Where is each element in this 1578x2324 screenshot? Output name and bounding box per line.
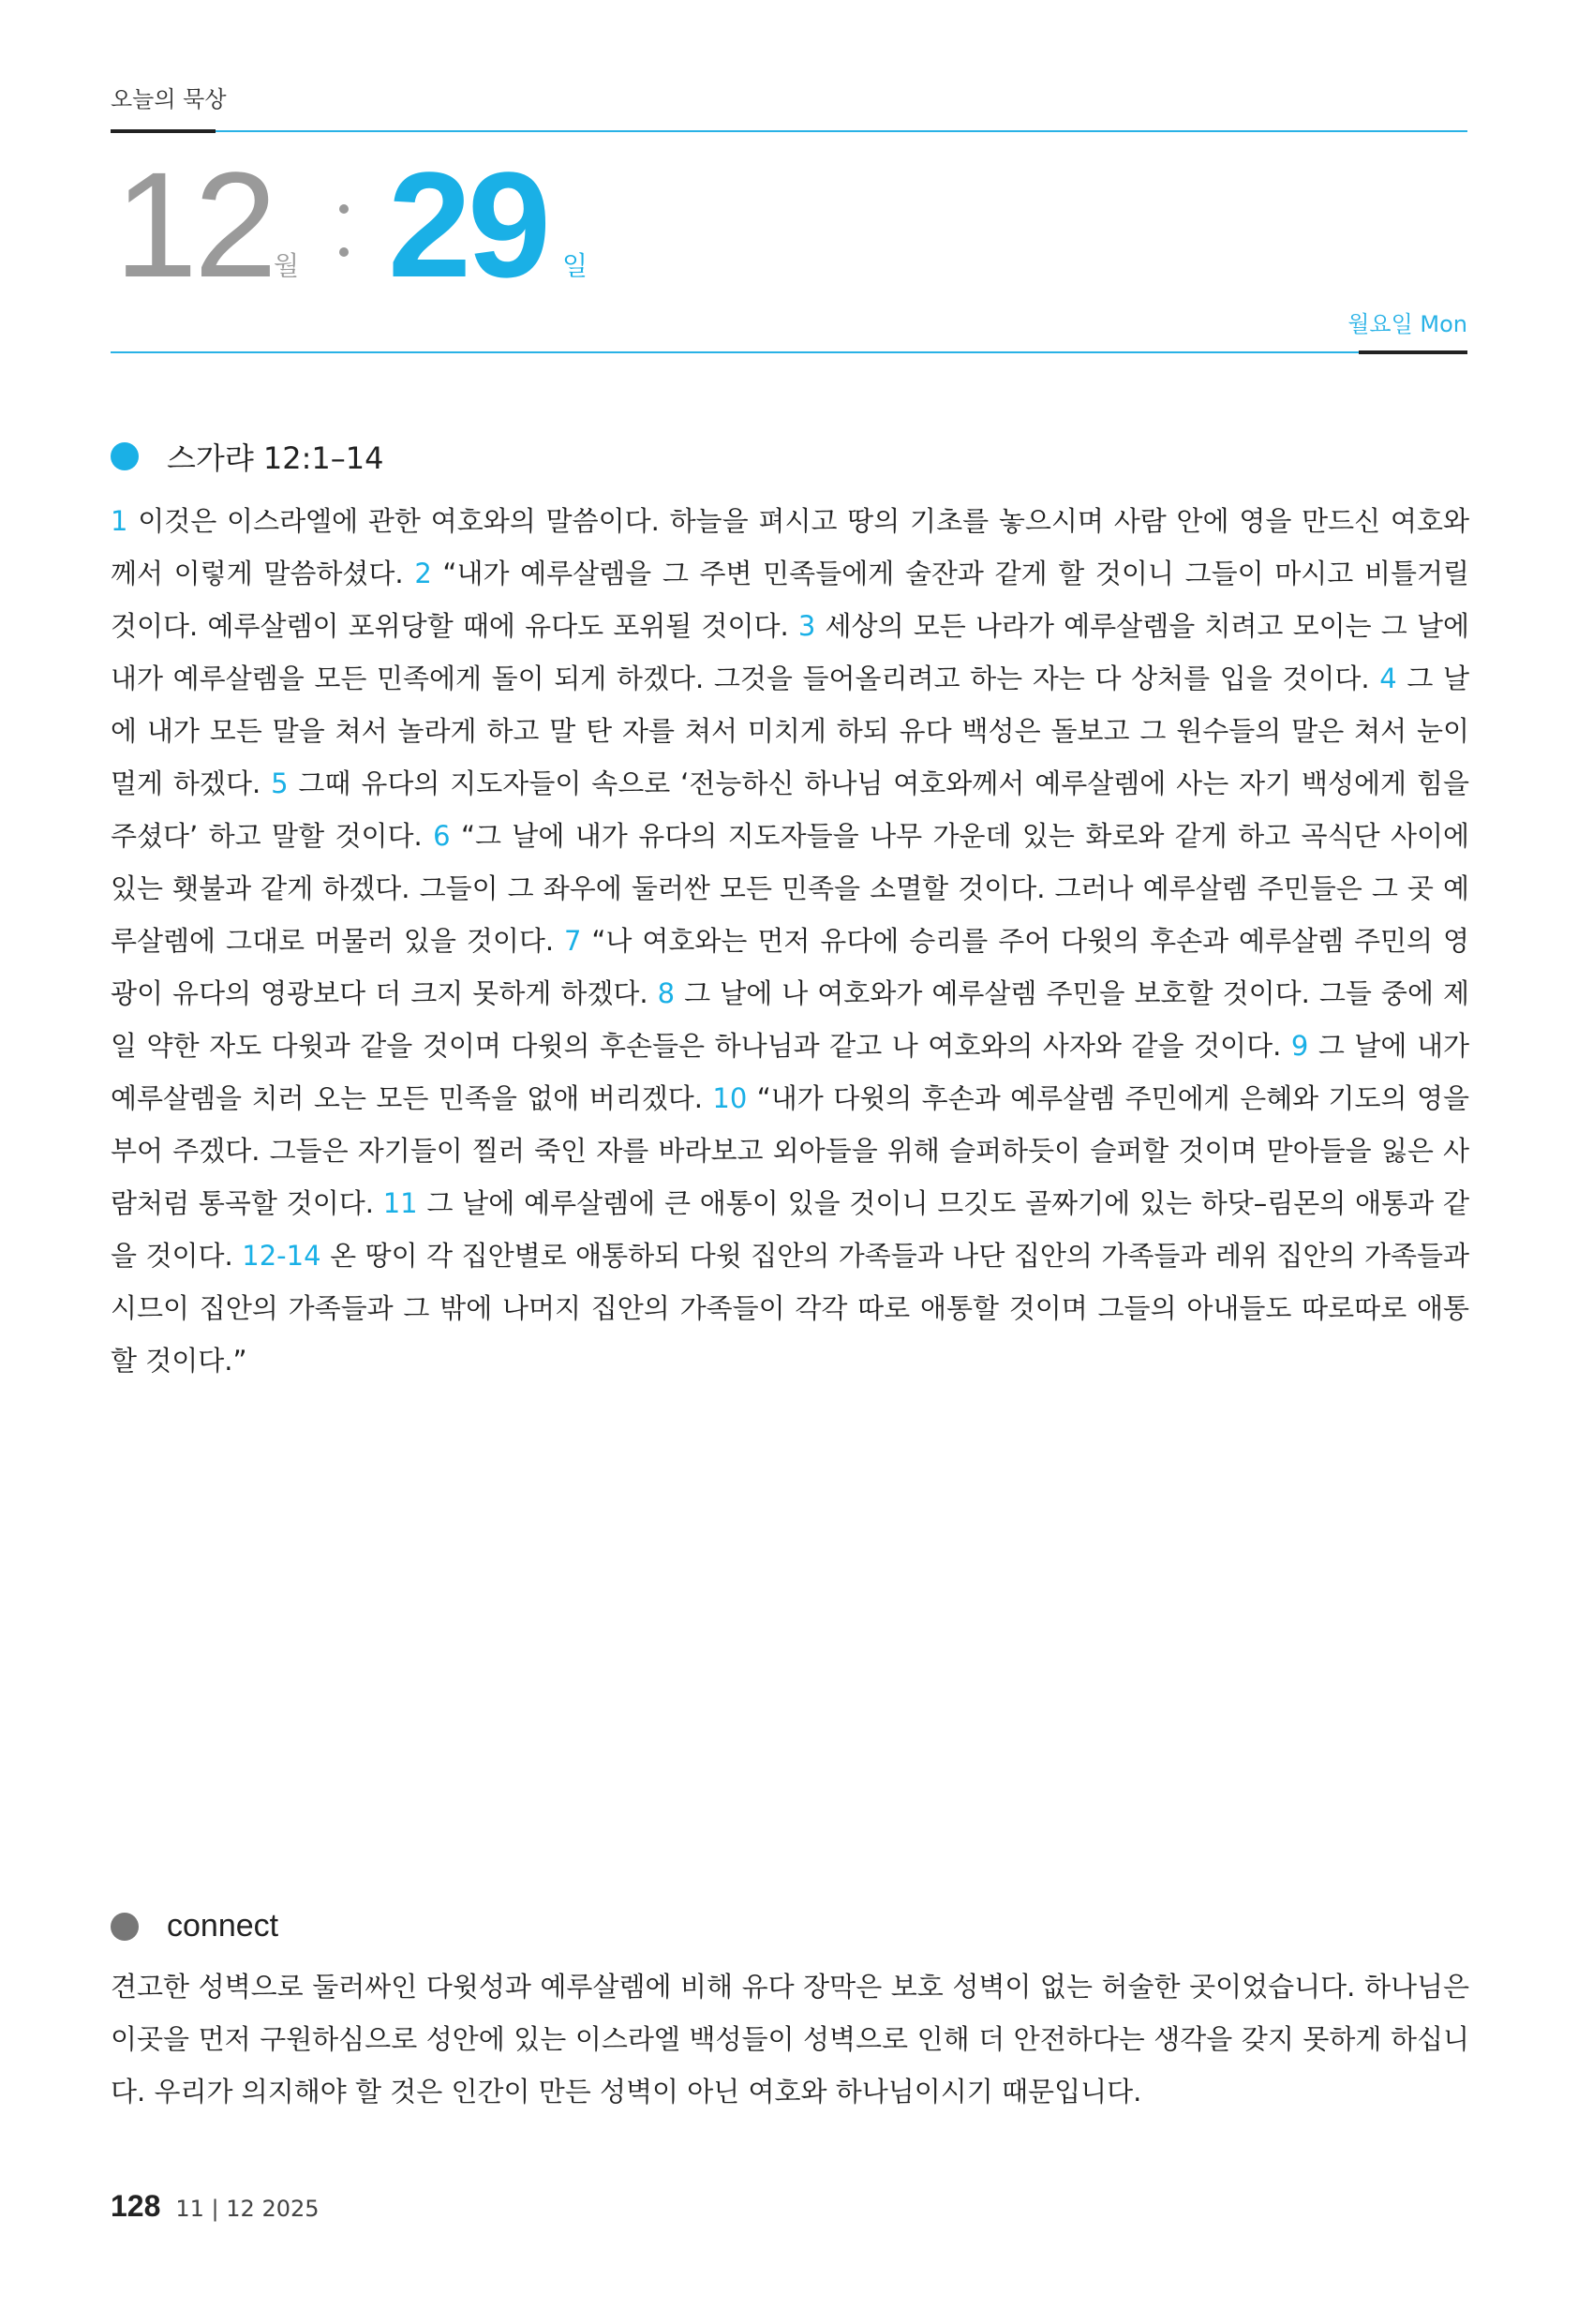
verse-text: 그 날에 내가 예루살렘을 치러 오는 모든 민족을 없애 버리겠다.	[111, 1030, 1470, 1114]
reference-title: 스가랴 12:1–14	[167, 440, 384, 476]
header-label: 오늘의 묵상	[111, 86, 227, 112]
verse-number: 5	[271, 767, 289, 799]
verse-number: 8	[657, 977, 676, 1009]
date-colon	[339, 193, 349, 268]
verse-text: 그 날에 내가 모든 말을 쳐서 놀라게 하고 말 탄 자를 쳐서 미치게 하되 유다 백성은 돌보고 그 원수들의 말은 쳐서 눈이 멀게 하겠다.	[111, 663, 1470, 799]
verse-text: 세상의 모든 나라가 예루살렘을 치려고 모이는 그 날에 내가 예루살렘을 모든 민족에게 돌이 되게 하겠다. 그것을 들어올리려고 하는 자는 다 상처를 입을 것이다.	[111, 610, 1470, 694]
verse-number: 11	[382, 1187, 418, 1219]
bullet-icon	[111, 1913, 139, 1941]
verse-number: 2	[414, 558, 432, 589]
issue-label: 11 | 12 2025	[175, 2196, 320, 2222]
verse-text: “내가 예루살렘을 그 주변 민족들에게 술잔과 같게 할 것이니 그들이 마시고 비틀거릴 것이다. 예루살렘이 포위당할 때에 유다도 포위될 것이다.	[111, 558, 1470, 642]
day-unit: 일	[562, 250, 588, 281]
scripture-reference	[111, 435, 384, 478]
day-number: 29	[388, 141, 547, 308]
verse-number: 1	[111, 505, 128, 537]
verse-text: 그 날에 예루살렘에 큰 애통이 있을 것이니 므깃도 골짜기에 있는 하닷–림몬의 애통과 같을 것이다.	[111, 1187, 1469, 1272]
verse-number: 10	[712, 1082, 748, 1114]
scripture-text	[111, 495, 1469, 1387]
weekday-rule-light	[111, 351, 1359, 353]
verse-number: 3	[797, 610, 816, 642]
verse-text: 그때 유다의 지도자들이 속으로 ‘전능하신 하나님 여호와께서 예루살렘에 사는 자기 백성에게 힘을 주셨다’ 하고 말할 것이다.	[111, 767, 1469, 852]
verse-text: 이것은 이스라엘에 관한 여호와의 말씀이다. 하늘을 펴시고 땅의 기초를 놓으시며 사람 안에 영을 만드신 여호와께서 이렇게 말씀하셨다.	[111, 505, 1470, 589]
verse-number: 4	[1379, 663, 1397, 694]
connect-heading	[111, 1908, 278, 1944]
connect-text: 견고한 성벽으로 둘러싸인 다윗성과 예루살렘에 비해 유다 장막은 보호 성벽이 없는 허술한 곳이었습니다. 하나님은 이곳을 먼저 구원하심으로 성안에 있는 이스라엘 백성들이 성벽으로 인해 더 안전하다는 생각을 갖지 못하게 하십니다. 우리가 의지해야 할 것은 인간이 만든 성벽이 아닌 여호와 하나님이시기 때문입니다.	[111, 1971, 1469, 2108]
verse-text: 온 땅이 각 집안별로 애통하되 다윗 집안의 가족들과 나단 집안의 가족들과 레위 집안의 가족들과 시므이 집안의 가족들과 그 밖에 나머지 집안의 가족들이 각각 따로 애통할 것이며 그들의 아내들도 따로따로 애통할 것이다.”	[111, 1240, 1470, 1377]
date-row	[111, 141, 1467, 308]
verse-text: 그 날에 나 여호와가 예루살렘 주민을 보호할 것이다. 그들 중에 제일 약한 자도 다윗과 같을 것이며 다윗의 후손들은 하나님과 같고 나 여호와의 사자와 같을 것이다.	[111, 977, 1470, 1062]
month-unit: 월	[274, 250, 300, 281]
footer	[111, 2189, 320, 2224]
weekday-rule-dark	[1359, 350, 1467, 354]
verse-text: “나 여호와는 먼저 유다에 승리를 주어 다윗의 후손과 예루살렘 주민의 영광이 유다의 영광보다 더 크지 못하게 하겠다.	[111, 925, 1470, 1009]
verse-text: “내가 다윗의 후손과 예루살렘 주민에게 은혜와 기도의 영을 부어 주겠다. 그들은 자기들이 찔러 죽인 자를 바라보고 외아들을 위해 슬퍼하듯이 슬퍼할 것이며 맏아들을 잃은 사람처럼 통곡할 것이다.	[111, 1082, 1470, 1219]
page-number: 128	[111, 2189, 161, 2223]
month-number: 12	[114, 141, 274, 308]
bullet-icon	[111, 442, 139, 470]
weekday: 월요일 Mon	[1347, 311, 1467, 337]
header-rule-light	[216, 130, 1467, 132]
verse-number: 7	[564, 925, 582, 957]
header-rule-dark	[111, 129, 216, 133]
verse-number: 12-14	[242, 1240, 321, 1272]
verse-number: 9	[1290, 1030, 1309, 1062]
connect-title: connect	[167, 1908, 279, 1944]
verse-text: “그 날에 내가 유다의 지도자들을 나무 가운데 있는 화로와 같게 하고 곡식단 사이에 있는 횃불과 같게 하겠다. 그들이 그 좌우에 둘러싼 모든 민족을 소멸할 것이다. 그러나 예루살렘 주민들은 그 곳 예루살렘에 그대로 머물러 있을 것이다.	[111, 820, 1470, 957]
verse-number: 6	[433, 820, 451, 852]
